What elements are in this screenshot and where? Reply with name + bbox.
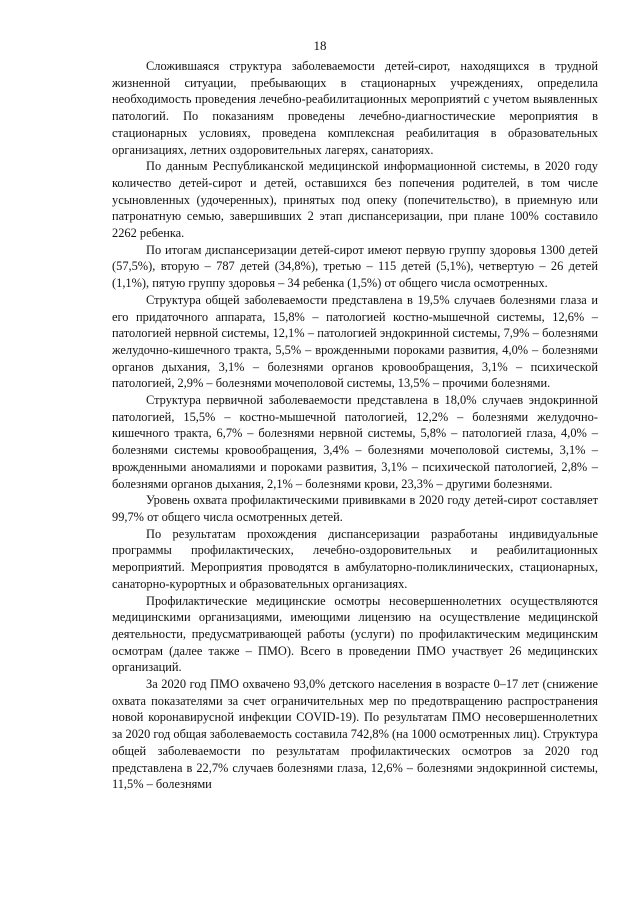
paragraph-primary-morbidity: Структура первичной заболеваемости представлена в 18,0% случаев эндокринной патологией, 15,5% – костно-мышечной патологией, 12,2% – болезнями желудочно-кишечного тракта, 6,7% – болезнями нервной системы, 5,8% – патологией глаза, 4,0% – болезнями системы кровообращения, 3,4% – болезнями мочеполовой системы, 3,1% – врожденными аномалиями и пороками развития, 3,1% – психической патологией, 2,8% – болезнями органов дыхания, 2,1% – болезнями крови, 23,3% – другими болезнями. [112,393,598,491]
paragraph-general-morbidity: Структура общей заболеваемости представлена в 19,5% случаев болезнями глаза и его придаточного аппарата, 15,8% – патологией костно-мышечной системы, 12,6% – патологией нервной системы, 12,1% – патологией эндокринной системы, 7,9% – болезнями желудочно-кишечного тракта, 5,5% – врожденными пороками развития, 4,0% – болезнями органов дыхания, 3,1% – болезнями органов кровообращения, 3,1% – психической патологией, 2,9% – болезнями мочеполовой системы, 13,5% – прочими болезнями. [112,292,598,391]
paragraph-medical-info-system: По данным Республиканской медицинской информационной системы, в 2020 году количество детей-сирот и детей, оставшихся без попечения родителей, в том числе усыновленных (удочеренных), принятых под опеку (попечительство), в приемную или патронатную семью, завершивших 2 этап диспансеризации, при плане 100% составило 2262 ребенка. [112,159,598,241]
paragraph-vaccination-coverage: Уровень охвата профилактическими прививками в 2020 году детей-сирот составляет 99,7% от общего числа осмотренных детей. [112,493,598,524]
paragraph-individual-programs: По результатам прохождения диспансеризации разработаны индивидуальные программы профилактических, лечебно-оздоровительных и реабилитационных мероприятий. Мероприятия проводятся в амбулаторно-поликлинических, стационарных, санаторно-курортных и образовательных организациях. [112,526,598,591]
paragraph-pmo-coverage: За 2020 год ПМО охвачено 93,0% детского населения в возрасте 0–17 лет (снижение охвата показателями за счет ограничительных мер по предотвращению распространения новой коронавирусной инфекции COVID-19). По результатам ПМО несовершеннолетних за 2020 год общая заболеваемость составила 742,8% (на 1000 осмотренных лиц). Структура общей заболеваемости по результатам профилактических осмотров за 2020 год представлена в 22,7% случаев болезнями глаза, 12,6% – болезнями эндокринной системы, 11,5% – болезнями [112,677,598,792]
page-number: 18 [313,38,327,53]
paragraph-preventive-exams: Профилактические медицинские осмотры несовершеннолетних осуществляются медицинскими организациями, имеющими лицензию на осуществление медицинской деятельности, предусматривающей работы (услуги) по профилактическим медицинским осмотрам (далее также – ПМО). Всего в проведении ПМО участвует 26 медицинских организаций. [112,593,598,675]
paragraph-health-groups: По итогам диспансеризации детей-сирот имеют первую группу здоровья 1300 детей (57,5%), вторую – 787 детей (34,8%), третью – 115 детей (5,1%), четвертую – 26 детей (1,1%), пятую группу здоровья – 34 ребенка (1,5%) от общего числа осмотренных. [112,242,598,291]
paragraph-orphan-morbidity-structure: Сложившаяся структура заболеваемости детей-сирот, находящихся в трудной жизненной ситуации, пребывающих в стационарных учреждениях, определила необходимость проведения лечебно-реабилитационных мероприятий с учетом выявленных патологий. По показаниям проведены лечебно-диагностические мероприятия в стационарных условиях, проведена комплексная реабилитация в образовательных организациях, летних оздоровительных лагерях, санаториях. [112,59,598,157]
body-text [112,58,598,793]
